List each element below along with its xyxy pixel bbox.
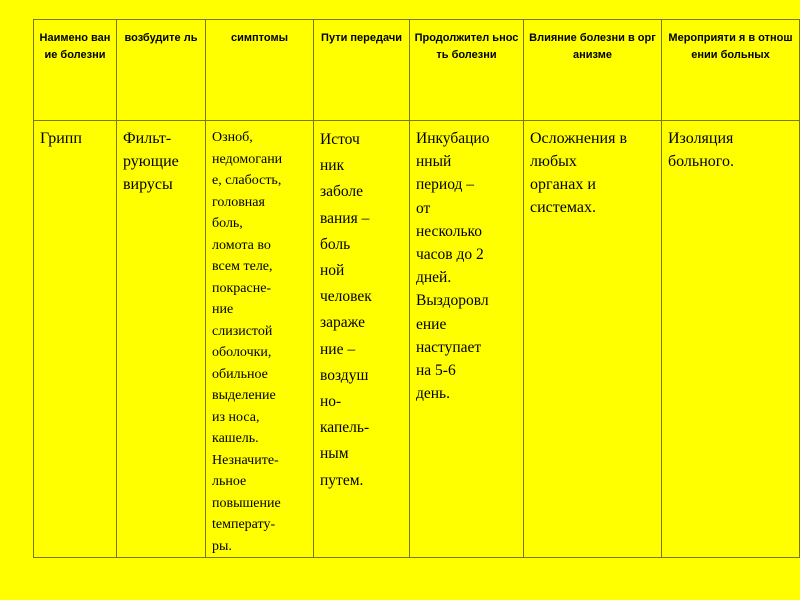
table-row (34, 121, 800, 558)
cell-pathogen: Фильт- рующие вирусы (117, 121, 206, 558)
header-duration: Продолжител ьность болезни (410, 20, 524, 121)
header-transmission: Пути передачи (314, 20, 410, 121)
disease-table (33, 19, 800, 558)
cell-duration: Инкубацио нный период – от несколько часов до 2 дней. Выздоровл ение наступает на 5-6 день. (410, 121, 524, 558)
header-pathogen: возбудите ль (117, 20, 206, 121)
cell-effect: Осложнения в любых органах и системах. (524, 121, 662, 558)
header-name: Наимено вание болезни (34, 20, 117, 121)
cell-measures: Изоляция больного. (662, 121, 800, 558)
cell-symptoms: Озноб, недомогани е, слабость, головная боль, ломота во всем теле, покрасне- ние слизистой оболочки, обильное выделение из носа, кашель. Незначите- льное повышение tемперату- ры. (206, 121, 314, 558)
header-symptoms: симптомы (206, 20, 314, 121)
cell-transmission: Источ ник заболе вания – боль ной человек зараже ние – воздуш но- капель- ным путем. (314, 121, 410, 558)
header-effect: Влияние болезни в организме (524, 20, 662, 121)
header-measures: Мероприяти я в отношении больных (662, 20, 800, 121)
header-row (34, 20, 800, 121)
cell-name: Грипп (34, 121, 117, 558)
